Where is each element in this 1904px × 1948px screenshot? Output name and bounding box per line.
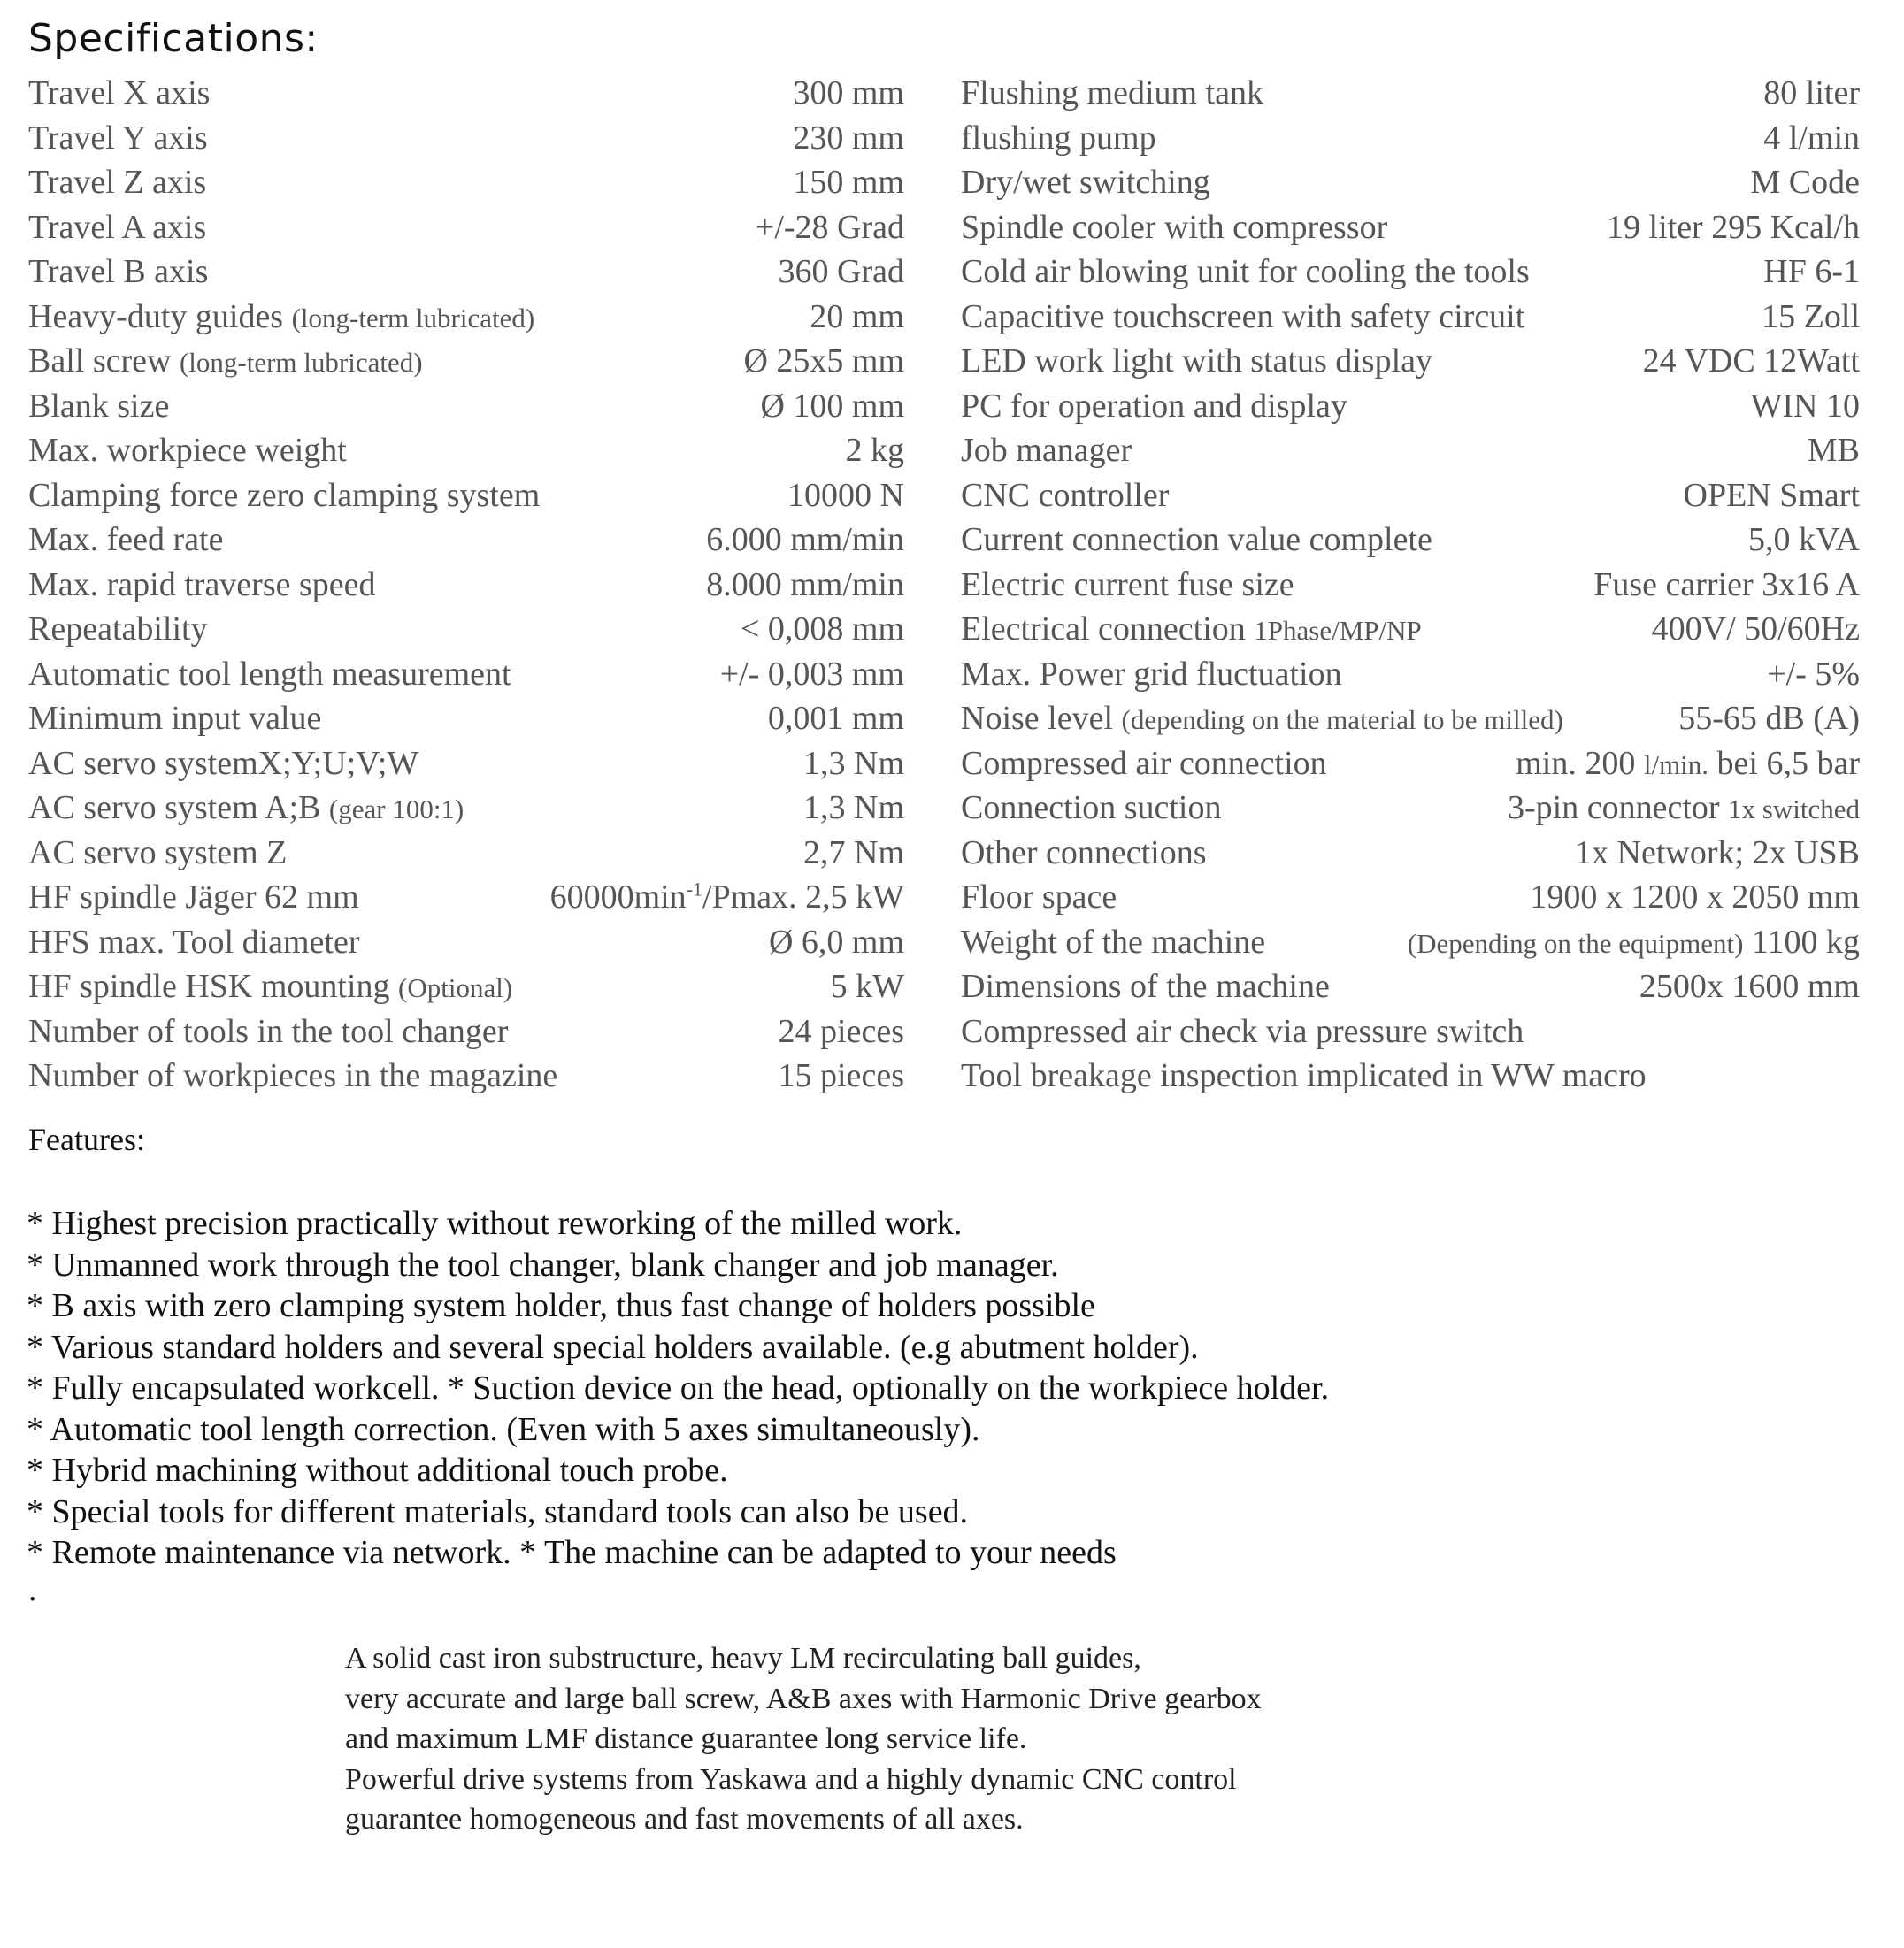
- spec-value: 2 kg: [845, 432, 904, 469]
- spec-label: PC for operation and display: [961, 387, 1347, 425]
- spec-value: 24 pieces: [778, 1012, 904, 1050]
- spec-value-group: [803, 786, 904, 831]
- spec-row: [961, 518, 1860, 563]
- spec-label: Noise level: [961, 700, 1114, 737]
- page-title: Specifications:: [28, 16, 319, 61]
- spec-label-group: [961, 741, 1327, 786]
- spec-label: flushing pump: [961, 119, 1156, 157]
- spec-value: 230 mm: [793, 119, 904, 157]
- spec-label-group: [28, 428, 347, 473]
- spec-row: [961, 563, 1860, 608]
- spec-value-group: [720, 652, 904, 697]
- spec-row: [961, 831, 1860, 876]
- spec-value: Ø 6,0 mm: [768, 923, 904, 961]
- spec-label: Capacitive touchscreen with safety circuit: [961, 297, 1525, 335]
- spec-value: OPEN Smart: [1683, 476, 1860, 514]
- spec-value: 10000 N: [787, 476, 904, 514]
- spec-label: Spindle cooler with compressor: [961, 208, 1388, 246]
- spec-value-group: [1408, 920, 1860, 967]
- spec-value: 8.000 mm/min: [706, 565, 904, 603]
- spec-label-group: [961, 384, 1347, 429]
- spec-value-group: [779, 249, 904, 295]
- spec-value: 150 mm: [793, 164, 904, 201]
- spec-row: [961, 920, 1860, 965]
- spec-row: [961, 116, 1860, 161]
- description-line: guarantee homogeneous and fast movements of all axes.: [345, 1803, 1024, 1836]
- spec-row: [28, 741, 904, 786]
- spec-note: (depending on the material to be milled): [1121, 704, 1563, 735]
- spec-note: (gear 100:1): [328, 794, 464, 824]
- spec-label-group: [28, 964, 512, 1011]
- spec-value-group: [550, 875, 904, 920]
- spec-value: +/- 0,003 mm: [719, 655, 904, 693]
- spec-label-group: [28, 920, 360, 965]
- spec-row: [961, 741, 1860, 786]
- spec-label-group: [28, 384, 169, 429]
- spec-value-group: [1593, 563, 1860, 608]
- spec-row: [28, 71, 904, 116]
- spec-value-group: [1508, 786, 1860, 832]
- feature-item: * Highest precision practically without reworking of the milled work.: [27, 1205, 963, 1242]
- spec-label-group: [961, 71, 1263, 116]
- feature-item: * Unmanned work through the tool changer, blank changer and job manager.: [27, 1246, 1059, 1284]
- feature-item: * Remote maintenance via network. * The machine can be adapted to your needs: [27, 1534, 1117, 1571]
- spec-label: Current connection value complete: [961, 521, 1432, 558]
- spec-value-group: [787, 473, 904, 518]
- feature-item: * Various standard holders and several special holders available. (e.g abutment holder).: [27, 1328, 1199, 1366]
- spec-note: (long-term lubricated): [179, 347, 423, 378]
- spec-value: 24 VDC 12Watt: [1642, 342, 1860, 380]
- spec-label-group: [961, 339, 1432, 384]
- spec-label-group: [28, 249, 208, 295]
- spec-label-group: [961, 1009, 1524, 1055]
- spec-value-group: [706, 518, 904, 563]
- spec-label: Travel Y axis: [28, 119, 208, 157]
- spec-value: 60000min: [549, 878, 687, 916]
- spec-value-group: [779, 1009, 904, 1055]
- spec-label: Floor space: [961, 878, 1117, 916]
- spec-label-group: [961, 518, 1432, 563]
- spec-label: Electric current fuse size: [961, 565, 1294, 603]
- spec-label: Max. Power grid fluctuation: [961, 655, 1342, 693]
- spec-value: 4 l/min: [1763, 119, 1860, 157]
- spec-row: [28, 160, 904, 205]
- spec-value-group: [1762, 295, 1860, 340]
- spec-label: HF spindle HSK mounting: [28, 968, 390, 1005]
- spec-row: [961, 160, 1860, 205]
- spec-row: [961, 473, 1860, 518]
- spec-label-group: [961, 786, 1221, 831]
- spec-label: Max. feed rate: [28, 521, 224, 558]
- spec-value-group: [760, 384, 904, 429]
- description-line: A solid cast iron substructure, heavy LM recirculating ball guides,: [345, 1642, 1141, 1675]
- spec-value-group: [793, 71, 904, 116]
- spec-label-group: [28, 696, 321, 741]
- spec-value: 2500x 1600 mm: [1639, 968, 1860, 1005]
- spec-value: 360 Grad: [778, 253, 904, 290]
- spec-value: 400V/ 50/60Hz: [1651, 610, 1860, 648]
- spec-label-group: [28, 473, 540, 518]
- spec-label-group: [28, 786, 464, 832]
- spec-row: [28, 295, 904, 340]
- feature-item: * B axis with zero clamping system holder, thus fast change of holders possible: [27, 1287, 1095, 1324]
- spec-value: MB: [1807, 432, 1860, 469]
- features-list: [27, 1203, 1876, 1574]
- spec-value-group: [1767, 652, 1860, 697]
- spec-label: Travel B axis: [28, 253, 209, 290]
- spec-value: 55-65 dB (A): [1678, 700, 1860, 737]
- spec-value-group: [793, 116, 904, 161]
- spec-label-group: [28, 160, 206, 205]
- spec-label-group: [28, 831, 287, 876]
- spec-row: [28, 339, 904, 384]
- spec-row: [28, 116, 904, 161]
- spec-value-sup: -1: [686, 878, 703, 901]
- right-spec-column: [961, 71, 1860, 1099]
- spec-label: Max. workpiece weight: [28, 432, 347, 469]
- spec-value-group: [1678, 696, 1860, 741]
- spec-label: Travel Z axis: [28, 164, 207, 201]
- spec-value: min. 200: [1516, 744, 1636, 782]
- spec-label-group: [961, 831, 1207, 876]
- spec-label-group: [28, 116, 208, 161]
- spec-value-group: [831, 964, 904, 1009]
- spec-value-group: [1808, 428, 1860, 473]
- spec-label-group: [961, 1054, 1647, 1099]
- spec-value: < 0,008 mm: [740, 610, 904, 648]
- spec-label: Connection suction: [961, 789, 1222, 826]
- spec-label: LED work light with status display: [961, 342, 1433, 380]
- features-heading: Features:: [28, 1122, 145, 1157]
- spec-row: [28, 473, 904, 518]
- spec-label-group: [961, 607, 1422, 654]
- spec-value: 1100 kg: [1751, 923, 1860, 961]
- spec-value: 1,3 Nm: [803, 789, 904, 826]
- spec-row: [28, 831, 904, 876]
- spec-label-group: [961, 295, 1524, 340]
- spec-value-tail: bei 6,5 bar: [1716, 744, 1860, 782]
- spec-label-group: [961, 473, 1169, 518]
- spec-label-group: [28, 518, 224, 563]
- spec-value-group: [793, 160, 904, 205]
- spec-value: HF 6-1: [1763, 253, 1860, 290]
- spec-note: 1Phase/MP/NP: [1254, 615, 1422, 646]
- spec-label: Cold air blowing unit for cooling the tools: [961, 253, 1530, 290]
- spec-value-group: [1748, 518, 1860, 563]
- spec-label-group: [961, 964, 1330, 1009]
- spec-label: Compressed air check via pressure switch: [961, 1012, 1524, 1050]
- spec-value-group: [1530, 875, 1860, 920]
- spec-label-group: [28, 295, 534, 341]
- spec-value-group: [1763, 249, 1860, 295]
- spec-value-group: [768, 696, 904, 741]
- description-block: [345, 1638, 1672, 1840]
- spec-row: [28, 696, 904, 741]
- spec-row: [28, 875, 904, 920]
- spec-label-group: [961, 652, 1342, 697]
- spec-value-group: [1684, 473, 1861, 518]
- spec-value: 300 mm: [793, 74, 904, 111]
- spec-row: [961, 1054, 1860, 1099]
- feature-item: * Automatic tool length correction. (Even with 5 axes simultaneously).: [27, 1410, 980, 1448]
- spec-label: Clamping force zero clamping system: [28, 476, 541, 514]
- spec-label: AC servo system A;B: [28, 789, 321, 826]
- spec-label: Job manager: [961, 432, 1132, 469]
- spec-value: 6.000 mm/min: [706, 521, 904, 558]
- spec-value: 2,7 Nm: [803, 833, 904, 871]
- spec-label-group: [961, 920, 1265, 965]
- spec-value: 3-pin connector: [1508, 789, 1720, 826]
- spec-row: [28, 205, 904, 250]
- spec-value: 5,0 kVA: [1748, 521, 1860, 558]
- spec-row: [961, 71, 1860, 116]
- spec-label: Flushing medium tank: [961, 74, 1263, 111]
- spec-value: 80 liter: [1763, 74, 1860, 111]
- spec-value: 5 kW: [830, 968, 904, 1005]
- spec-value-group: [1763, 71, 1860, 116]
- spec-label-group: [961, 160, 1210, 205]
- spec-label-group: [28, 339, 423, 386]
- spec-row: [28, 384, 904, 429]
- spec-row: [28, 428, 904, 473]
- spec-value: +/- 5%: [1767, 655, 1860, 693]
- spec-label-group: [28, 71, 210, 116]
- spec-value-group: [1643, 339, 1860, 384]
- spec-row: [961, 428, 1860, 473]
- spec-row: [28, 563, 904, 608]
- spec-label-group: [961, 875, 1117, 920]
- spec-value-small: 1x switched: [1728, 794, 1860, 824]
- spec-label-group: [28, 205, 206, 250]
- spec-row: [28, 652, 904, 697]
- spec-label: Number of tools in the tool changer: [28, 1012, 509, 1050]
- spec-value-group: [1751, 160, 1861, 205]
- spec-label-group: [28, 563, 376, 608]
- spec-value-group: [1575, 831, 1860, 876]
- spec-value-tail: /Pmax. 2,5 kW: [702, 878, 904, 916]
- spec-row: [961, 249, 1860, 295]
- spec-label: Travel X axis: [28, 74, 211, 111]
- spec-value: 20 mm: [810, 297, 904, 335]
- spec-value: Ø 25x5 mm: [743, 342, 904, 380]
- description-line: very accurate and large ball screw, A&B axes with Harmonic Drive gearbox: [345, 1682, 1262, 1715]
- spec-label-group: [28, 1054, 557, 1099]
- spec-label-group: [961, 116, 1156, 161]
- spec-value: +/-28 Grad: [755, 208, 904, 246]
- spec-label: Dry/wet switching: [961, 164, 1210, 201]
- spec-row: [28, 920, 904, 965]
- spec-label-group: [28, 875, 359, 920]
- spec-value-group: [1652, 607, 1860, 652]
- spec-value-group: [1607, 205, 1860, 250]
- spec-row: [28, 964, 904, 1009]
- spec-value: 0,001 mm: [767, 700, 904, 737]
- spec-value: 1900 x 1200 x 2050 mm: [1530, 878, 1860, 916]
- feature-item: * Special tools for different materials, standard tools can also be used.: [27, 1492, 969, 1530]
- spec-value-group: [743, 339, 904, 384]
- spec-note: (long-term lubricated): [291, 302, 535, 334]
- spec-value: 19 liter 295 Kcal/h: [1607, 208, 1860, 246]
- spec-row: [961, 607, 1860, 652]
- spec-label-group: [961, 428, 1132, 473]
- spec-value-small: l/min.: [1643, 748, 1709, 780]
- description-line: and maximum LMF distance guarantee long service life.: [345, 1722, 1027, 1755]
- spec-value: Fuse carrier 3x16 A: [1593, 565, 1860, 603]
- spec-label: Ball screw: [28, 342, 172, 380]
- left-spec-column: [28, 71, 904, 1099]
- spec-value-group: [810, 295, 904, 340]
- spec-label-group: [961, 563, 1294, 608]
- feature-item: * Fully encapsulated workcell. * Suction device on the head, optionally on the workpiece holder.: [27, 1369, 1330, 1407]
- spec-row: [961, 875, 1860, 920]
- spec-value-group: [1639, 964, 1860, 1009]
- spec-note: (Optional): [398, 972, 513, 1003]
- spec-value-group: [1751, 384, 1860, 429]
- spec-label: HFS max. Tool diameter: [28, 923, 360, 961]
- feature-item: * Hybrid machining without additional touch probe.: [27, 1452, 728, 1489]
- spec-label: Weight of the machine: [961, 923, 1266, 961]
- spec-value-group: [779, 1054, 904, 1099]
- spec-row: [28, 786, 904, 831]
- spec-label-group: [961, 249, 1530, 295]
- spec-value-group: [706, 563, 904, 608]
- spec-row: [28, 518, 904, 563]
- spec-label: AC servo system Z: [28, 833, 288, 871]
- spec-row: [961, 964, 1860, 1009]
- spec-label-group: [28, 1009, 508, 1055]
- spec-label-group: [28, 652, 511, 697]
- spec-label: Number of workpieces in the magazine: [28, 1057, 558, 1094]
- spec-label: Travel A axis: [28, 208, 207, 246]
- spec-value-group: [1763, 116, 1860, 161]
- spec-row: [961, 696, 1860, 741]
- spec-value: WIN 10: [1750, 387, 1860, 425]
- spec-value: 1x Network; 2x USB: [1575, 833, 1860, 871]
- spec-label-group: [961, 205, 1387, 250]
- spec-label: Other connections: [961, 833, 1207, 871]
- spec-label: Max. rapid traverse speed: [28, 565, 376, 603]
- spec-row: [28, 249, 904, 295]
- spec-row: [961, 652, 1860, 697]
- spec-value: M Code: [1750, 164, 1860, 201]
- spec-value-group: [803, 831, 904, 876]
- spec-value-group: [846, 428, 905, 473]
- description-line: Powerful drive systems from Yaskawa and a highly dynamic CNC control: [345, 1762, 1237, 1796]
- spec-label: Dimensions of the machine: [961, 968, 1330, 1005]
- spec-row: [961, 786, 1860, 831]
- spec-label-group: [961, 696, 1563, 743]
- spec-label: HF spindle Jäger 62 mm: [28, 878, 359, 916]
- spec-row: [961, 1009, 1860, 1055]
- spec-value-group: [1516, 741, 1860, 788]
- spec-value-group: [769, 920, 904, 965]
- spec-value: 1,3 Nm: [803, 744, 904, 782]
- spec-row: [961, 384, 1860, 429]
- spec-row: [28, 1054, 904, 1099]
- spec-label: Electrical connection: [961, 610, 1246, 648]
- spec-label: Automatic tool length measurement: [28, 655, 511, 693]
- spec-value-group: [756, 205, 904, 250]
- spec-value: Ø 100 mm: [760, 387, 904, 425]
- spec-value-group: [803, 741, 904, 786]
- trailing-dot: .: [28, 1571, 37, 1608]
- spec-label-group: [28, 607, 208, 652]
- spec-label: CNC controller: [961, 476, 1170, 514]
- spec-value: 15 Zoll: [1762, 297, 1860, 335]
- spec-label-group: [28, 741, 418, 786]
- spec-value-group: [741, 607, 904, 652]
- spec-value: 15 pieces: [778, 1057, 904, 1094]
- spec-label: AC servo systemX;Y;U;V;W: [28, 744, 419, 782]
- spec-label: Minimum input value: [28, 700, 322, 737]
- spec-label: Blank size: [28, 387, 170, 425]
- spec-row: [961, 205, 1860, 250]
- spec-label: Compressed air connection: [961, 744, 1327, 782]
- spec-row: [28, 1009, 904, 1055]
- spec-row: [961, 295, 1860, 340]
- spec-label: Heavy-duty guides: [28, 297, 284, 335]
- spec-row: [28, 607, 904, 652]
- spec-row: [961, 339, 1860, 384]
- spec-value-note: (Depending on the equipment): [1407, 927, 1744, 959]
- spec-label: Tool breakage inspection implicated in WW macro: [961, 1057, 1647, 1094]
- spec-label: Repeatability: [28, 610, 208, 648]
